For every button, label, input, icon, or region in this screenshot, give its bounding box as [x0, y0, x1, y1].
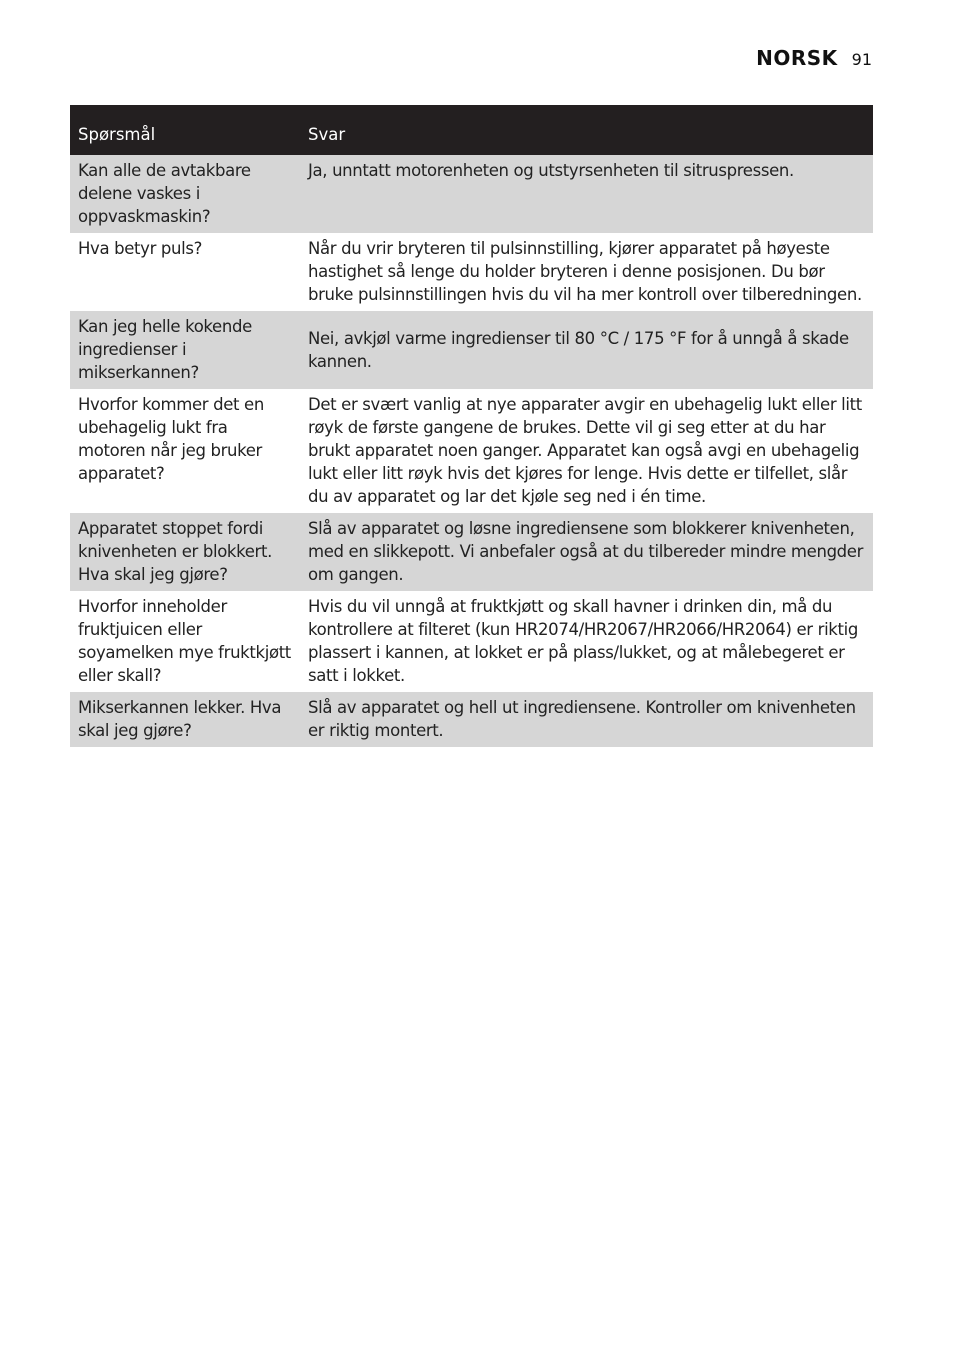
- answer-cell: Det er svært vanlig at nye apparater avgir en ubehagelig lukt eller litt røyk de første gangene de brukes. Dette vil gi seg etter at du har brukt apparatet noen ganger. Apparatet kan også avgi en ubehagelig lukt eller litt røyk hvis det kjøres for lenge. Hvis dette er tilfellet, slår du av apparatet og lar det kjøle seg ned i én time.: [308, 395, 862, 506]
- table-row: [70, 311, 873, 389]
- section-label: NORSK: [756, 46, 838, 70]
- page-number: 91: [851, 50, 872, 69]
- faq-table: [70, 105, 873, 747]
- table-row: [70, 513, 873, 591]
- answer-cell: Slå av apparatet og hell ut ingrediensene. Kontroller om knivenheten er riktig montert.: [300, 692, 873, 747]
- table-row: [70, 389, 873, 513]
- question-cell: Apparatet stoppet fordi knivenheten er blokkert. Hva skal jeg gjøre?: [70, 513, 300, 591]
- column-header-question: Spørsmål: [70, 105, 300, 155]
- answer-cell: Nei, avkjøl varme ingredienser til 80 °C / 175 °F for å unngå å skade kannen.: [300, 311, 873, 389]
- answer-cell: Slå av apparatet og løsne ingrediensene som blokkerer knivenheten, med en slikkepott. Vi anbefaler også at du tilbereder mindre mengder om gangen.: [300, 513, 873, 591]
- table-row: [70, 233, 873, 311]
- question-cell: Hva betyr puls?: [78, 239, 203, 258]
- question-cell: Kan alle de avtakbare delene vaskes i oppvaskmaskin?: [70, 155, 300, 233]
- table-row: [70, 692, 873, 747]
- question-cell: Kan jeg helle kokende ingredienser i mikserkannen?: [70, 311, 300, 389]
- page-header: [756, 46, 872, 70]
- answer-cell: Når du vrir bryteren til pulsinnstilling, kjører apparatet på høyeste hastighet så lenge du holder bryteren i denne posisjonen. Du bør bruke pulsinnstillingen hvis du vil ha mer kontroll over tilberedningen.: [308, 239, 862, 304]
- table-header-row: [70, 105, 873, 155]
- answer-cell: Hvis du vil unngå at fruktkjøtt og skall havner i drinken din, må du kontrollere at filteret (kun HR2074/HR2067/HR2066/HR2064) er riktig plassert i kannen, at lokket er på plass/lukket, og at målebegeret er satt i lokket.: [308, 597, 858, 685]
- question-cell: Hvorfor kommer det en ubehagelig lukt fra motoren når jeg bruker apparatet?: [78, 395, 264, 483]
- table-row: [70, 155, 873, 233]
- column-header-answer: Svar: [300, 105, 873, 155]
- question-cell: Mikserkannen lekker. Hva skal jeg gjøre?: [70, 692, 300, 747]
- table-row: [70, 591, 873, 692]
- question-cell: Hvorfor inneholder fruktjuicen eller soyamelken mye fruktkjøtt eller skall?: [78, 597, 291, 685]
- answer-cell: Ja, unntatt motorenheten og utstyrsenheten til sitruspressen.: [300, 155, 873, 233]
